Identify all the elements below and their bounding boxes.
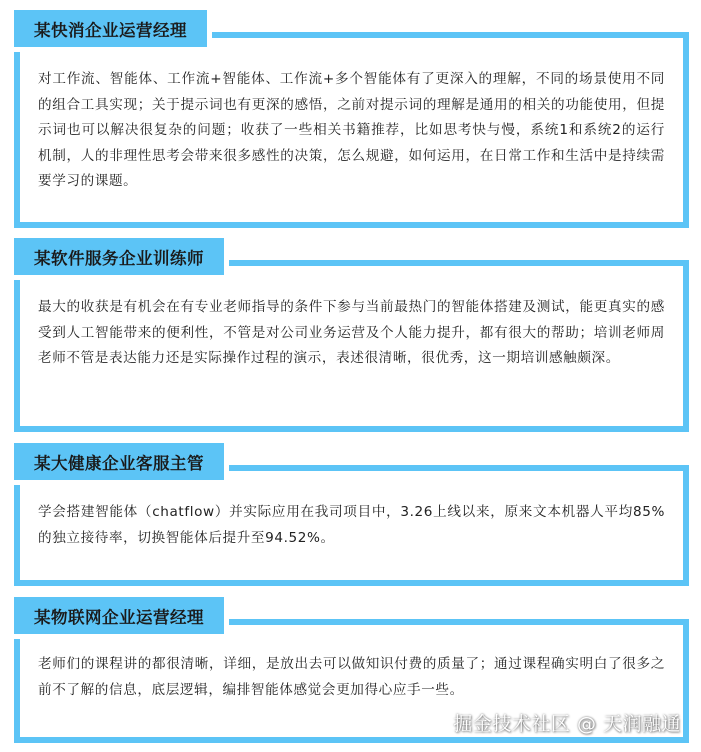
role-title: 某快消企业运营经理 [34,20,187,40]
testimonial-card-3 [14,443,689,586]
role-tag [14,597,229,639]
testimonial-text: 对工作流、智能体、工作流+智能体、工作流+多个智能体有了更深入的理解，不同的场景使用不同的组合工具实现；关于提示词也有更深的感悟，之前对提示词的理解是通用的相关的功能使用，但提示词也可以解决很复杂的问题；收获了一些相关书籍推荐，比如思考快与慢，系统1和系统2的运行机制，人的非理性思考会带来很多感性的决策，怎么规避，如何运用，在日常工作和生活中是持续需要学习的课题。 [38,71,665,189]
role-title: 某大健康企业客服主管 [34,453,204,473]
testimonial-text: 最大的收获是有机会在有专业老师指导的条件下参与当前最热门的智能体搭建及测试，能更真实的感受到人工智能带来的便利性，不管是对公司业务运营及个人能力提升，都有很大的帮助；培训老师周老师不管是表达能力还是实际操作过程的演示，表述很清晰，很优秀，这一期培训感触颇深。 [38,299,665,366]
testimonial-card-2 [14,238,689,432]
role-tag [14,238,229,280]
role-tag [14,443,229,485]
testimonial-text: 老师们的课程讲的都很清晰，详细，是放出去可以做知识付费的质量了；通过课程确实明白了很多之前不了解的信息，底层逻辑，编排智能体感觉会更加得心应手一些。 [38,656,665,698]
testimonial-text: 学会搭建智能体（chatflow）并实际应用在我司项目中，3.26上线以来，原来文本机器人平均85%的独立接待率，切换智能体后提升至94.52%。 [38,504,665,546]
watermark: 掘金技术社区 @ 天润融通 [453,713,681,735]
role-title: 某软件服务企业训练师 [34,248,204,268]
role-title: 某物联网企业运营经理 [34,607,204,627]
testimonial-card-1 [14,10,689,228]
role-tag [14,10,212,52]
